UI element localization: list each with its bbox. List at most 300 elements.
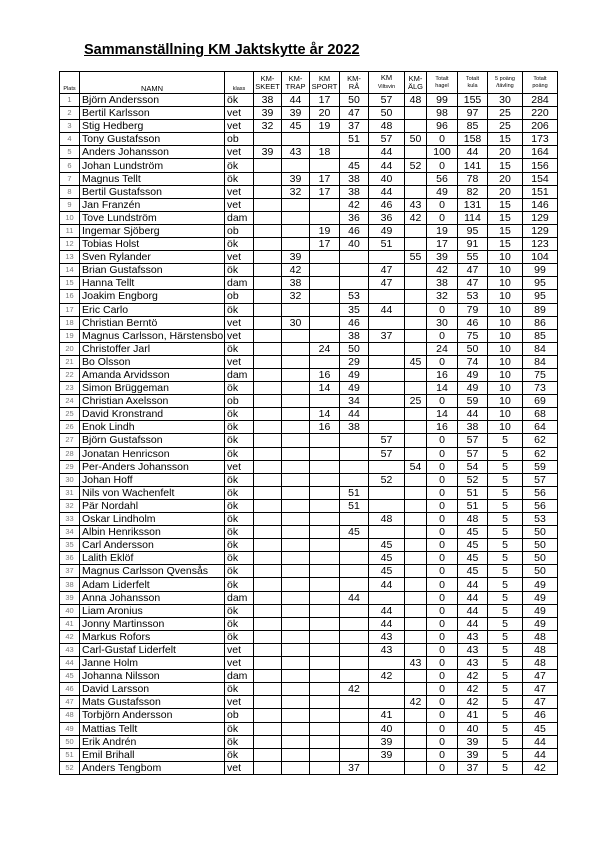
trap-cell: 30 — [282, 316, 310, 329]
sport-cell — [310, 735, 340, 748]
header-totalt-kula — [458, 72, 488, 94]
header-totalt-kula-line2: kula — [467, 82, 478, 89]
totalt-kula-cell: 44 — [458, 591, 488, 604]
totalt-poang-cell: 47 — [523, 696, 558, 709]
totalt-kula-cell: 54 — [458, 460, 488, 473]
totalt-poang-cell: 99 — [523, 264, 558, 277]
table-row — [60, 460, 558, 473]
totalt-poang-cell: 56 — [523, 486, 558, 499]
poang-tavling-cell: 10 — [488, 355, 523, 368]
name-cell: Eric Carlo — [80, 303, 225, 316]
trap-cell — [282, 368, 310, 381]
poang-tavling-cell: 10 — [488, 329, 523, 342]
totalt-kula-cell: 50 — [458, 342, 488, 355]
poang-tavling-cell: 10 — [488, 290, 523, 303]
totalt-hagel-cell: 0 — [427, 355, 458, 368]
skeet-cell — [254, 643, 282, 656]
poang-tavling-cell: 5 — [488, 473, 523, 486]
totalt-poang-cell: 68 — [523, 408, 558, 421]
placering-cell: 17 — [60, 303, 80, 316]
totalt-poang-cell: 85 — [523, 329, 558, 342]
header-alg — [405, 72, 427, 94]
viltsvin-cell: 44 — [369, 578, 405, 591]
totalt-poang-cell: 151 — [523, 185, 558, 198]
viltsvin-cell: 40 — [369, 722, 405, 735]
totalt-hagel-cell: 0 — [427, 657, 458, 670]
ra-cell: 38 — [340, 329, 369, 342]
placering-cell: 3 — [60, 120, 80, 133]
sport-cell — [310, 447, 340, 460]
alg-cell — [405, 709, 427, 722]
sport-cell: 18 — [310, 146, 340, 159]
klass-cell: vet — [225, 761, 254, 774]
table-row — [60, 486, 558, 499]
header-viltsvin-line1: KM — [380, 73, 393, 82]
viltsvin-cell — [369, 251, 405, 264]
ra-cell: 36 — [340, 211, 369, 224]
name-cell: Emil Brihall — [80, 748, 225, 761]
alg-cell — [405, 591, 427, 604]
poang-tavling-cell: 30 — [488, 94, 523, 107]
ra-cell: 37 — [340, 120, 369, 133]
header-viltsvin — [369, 72, 405, 94]
ra-cell — [340, 748, 369, 761]
placering-cell: 1 — [60, 94, 80, 107]
placering-cell: 37 — [60, 565, 80, 578]
alg-cell — [405, 643, 427, 656]
totalt-hagel-cell: 16 — [427, 368, 458, 381]
poang-tavling-cell: 10 — [488, 382, 523, 395]
sport-cell: 17 — [310, 94, 340, 107]
table-row — [60, 198, 558, 211]
alg-cell: 50 — [405, 133, 427, 146]
viltsvin-cell: 57 — [369, 434, 405, 447]
skeet-cell — [254, 565, 282, 578]
totalt-kula-cell: 114 — [458, 211, 488, 224]
totalt-kula-cell: 51 — [458, 499, 488, 512]
alg-cell: 43 — [405, 657, 427, 670]
totalt-poang-cell: 46 — [523, 709, 558, 722]
placering-cell: 26 — [60, 421, 80, 434]
totalt-hagel-cell: 0 — [427, 211, 458, 224]
skeet-cell — [254, 395, 282, 408]
totalt-poang-cell: 47 — [523, 670, 558, 683]
viltsvin-cell — [369, 408, 405, 421]
sport-cell — [310, 617, 340, 630]
totalt-poang-cell: 156 — [523, 159, 558, 172]
table-row — [60, 368, 558, 381]
totalt-kula-cell: 85 — [458, 120, 488, 133]
klass-cell: vet — [225, 696, 254, 709]
alg-cell — [405, 748, 427, 761]
alg-cell — [405, 552, 427, 565]
totalt-poang-cell: 164 — [523, 146, 558, 159]
table-row — [60, 761, 558, 774]
placering-cell: 46 — [60, 683, 80, 696]
trap-cell — [282, 591, 310, 604]
table-row — [60, 670, 558, 683]
alg-cell — [405, 238, 427, 251]
poang-tavling-cell: 10 — [488, 395, 523, 408]
placering-cell: 7 — [60, 172, 80, 185]
placering-cell: 31 — [60, 486, 80, 499]
alg-cell — [405, 565, 427, 578]
trap-cell — [282, 329, 310, 342]
name-cell: Markus Rofors — [80, 630, 225, 643]
viltsvin-cell: 49 — [369, 224, 405, 237]
sport-cell — [310, 316, 340, 329]
viltsvin-cell — [369, 526, 405, 539]
klass-cell: ob — [225, 224, 254, 237]
totalt-kula-cell: 39 — [458, 748, 488, 761]
totalt-kula-cell: 158 — [458, 133, 488, 146]
skeet-cell — [254, 526, 282, 539]
trap-cell — [282, 447, 310, 460]
skeet-cell — [254, 303, 282, 316]
ra-cell: 38 — [340, 421, 369, 434]
totalt-hagel-cell: 0 — [427, 159, 458, 172]
header-namn: NAMN — [80, 72, 225, 94]
placering-cell: 19 — [60, 329, 80, 342]
name-cell: Björn Andersson — [80, 94, 225, 107]
placering-cell: 36 — [60, 552, 80, 565]
klass-cell: ök — [225, 94, 254, 107]
placering-cell: 44 — [60, 657, 80, 670]
ra-cell — [340, 670, 369, 683]
klass-cell: ök — [225, 539, 254, 552]
name-cell: Joakim Engborg — [80, 290, 225, 303]
sport-cell — [310, 486, 340, 499]
placering-cell: 47 — [60, 696, 80, 709]
header-alg-line1: KM- — [408, 73, 423, 83]
totalt-hagel-cell: 96 — [427, 120, 458, 133]
totalt-poang-cell: 95 — [523, 290, 558, 303]
trap-cell — [282, 630, 310, 643]
alg-cell — [405, 513, 427, 526]
totalt-poang-cell: 49 — [523, 617, 558, 630]
totalt-poang-cell: 284 — [523, 94, 558, 107]
header-totalt-poang-line1: Totalt — [533, 75, 547, 82]
poang-tavling-cell: 5 — [488, 709, 523, 722]
ra-cell: 45 — [340, 526, 369, 539]
poang-tavling-cell: 5 — [488, 735, 523, 748]
poang-tavling-cell: 5 — [488, 526, 523, 539]
totalt-poang-cell: 45 — [523, 722, 558, 735]
klass-cell: ob — [225, 395, 254, 408]
trap-cell — [282, 617, 310, 630]
placering-cell: 50 — [60, 735, 80, 748]
totalt-hagel-cell: 0 — [427, 630, 458, 643]
viltsvin-cell: 39 — [369, 735, 405, 748]
skeet-cell — [254, 657, 282, 670]
poang-tavling-cell: 5 — [488, 591, 523, 604]
totalt-kula-cell: 40 — [458, 722, 488, 735]
totalt-hagel-cell: 0 — [427, 578, 458, 591]
alg-cell — [405, 473, 427, 486]
name-cell: Sven Rylander — [80, 251, 225, 264]
placering-cell: 29 — [60, 460, 80, 473]
totalt-kula-cell: 44 — [458, 578, 488, 591]
skeet-cell — [254, 290, 282, 303]
totalt-hagel-cell: 17 — [427, 238, 458, 251]
totalt-hagel-cell: 0 — [427, 722, 458, 735]
klass-cell: vet — [225, 329, 254, 342]
placering-cell: 33 — [60, 513, 80, 526]
totalt-hagel-cell: 0 — [427, 617, 458, 630]
alg-cell: 54 — [405, 460, 427, 473]
alg-cell — [405, 120, 427, 133]
totalt-hagel-cell: 0 — [427, 643, 458, 656]
header-sport-line2: SPORT — [311, 81, 338, 91]
viltsvin-cell — [369, 657, 405, 670]
ra-cell — [340, 146, 369, 159]
totalt-kula-cell: 42 — [458, 670, 488, 683]
poang-tavling-cell: 5 — [488, 565, 523, 578]
sport-cell — [310, 159, 340, 172]
ra-cell: 50 — [340, 94, 369, 107]
skeet-cell — [254, 696, 282, 709]
totalt-poang-cell: 50 — [523, 552, 558, 565]
sport-cell — [310, 434, 340, 447]
viltsvin-cell — [369, 355, 405, 368]
skeet-cell — [254, 513, 282, 526]
trap-cell — [282, 238, 310, 251]
totalt-poang-cell: 57 — [523, 473, 558, 486]
trap-cell: 32 — [282, 185, 310, 198]
totalt-poang-cell: 86 — [523, 316, 558, 329]
totalt-poang-cell: 50 — [523, 565, 558, 578]
totalt-hagel-cell: 24 — [427, 342, 458, 355]
poang-tavling-cell: 10 — [488, 368, 523, 381]
placering-cell: 18 — [60, 316, 80, 329]
name-cell: Amanda Arvidsson — [80, 368, 225, 381]
ra-cell — [340, 447, 369, 460]
alg-cell — [405, 277, 427, 290]
alg-cell — [405, 604, 427, 617]
trap-cell: 45 — [282, 120, 310, 133]
ra-cell: 34 — [340, 395, 369, 408]
klass-cell: ök — [225, 683, 254, 696]
totalt-hagel-cell: 0 — [427, 395, 458, 408]
skeet-cell — [254, 683, 282, 696]
klass-cell: ök — [225, 473, 254, 486]
name-cell: Anna Johansson — [80, 591, 225, 604]
viltsvin-cell: 45 — [369, 539, 405, 552]
alg-cell — [405, 172, 427, 185]
table-row — [60, 303, 558, 316]
poang-tavling-cell: 10 — [488, 303, 523, 316]
viltsvin-cell — [369, 290, 405, 303]
ra-cell: 38 — [340, 185, 369, 198]
klass-cell: ob — [225, 709, 254, 722]
totalt-hagel-cell: 0 — [427, 526, 458, 539]
name-cell: Christian Berntö — [80, 316, 225, 329]
totalt-poang-cell: 64 — [523, 421, 558, 434]
ra-cell — [340, 434, 369, 447]
skeet-cell — [254, 578, 282, 591]
name-cell: Christian Axelsson — [80, 395, 225, 408]
skeet-cell — [254, 159, 282, 172]
name-cell: Stig Hedberg — [80, 120, 225, 133]
totalt-hagel-cell: 0 — [427, 329, 458, 342]
skeet-cell — [254, 539, 282, 552]
trap-cell — [282, 408, 310, 421]
ra-cell: 46 — [340, 316, 369, 329]
name-cell: Bertil Karlsson — [80, 107, 225, 120]
totalt-kula-cell: 57 — [458, 434, 488, 447]
ra-cell: 51 — [340, 499, 369, 512]
skeet-cell — [254, 735, 282, 748]
viltsvin-cell — [369, 591, 405, 604]
placering-cell: 2 — [60, 107, 80, 120]
alg-cell — [405, 146, 427, 159]
totalt-kula-cell: 74 — [458, 355, 488, 368]
alg-cell — [405, 290, 427, 303]
totalt-kula-cell: 43 — [458, 657, 488, 670]
viltsvin-cell — [369, 382, 405, 395]
alg-cell — [405, 630, 427, 643]
klass-cell: vet — [225, 198, 254, 211]
name-cell: Bertil Gustafsson — [80, 185, 225, 198]
poang-tavling-cell: 5 — [488, 499, 523, 512]
totalt-hagel-cell: 0 — [427, 735, 458, 748]
totalt-kula-cell: 38 — [458, 421, 488, 434]
poang-tavling-cell: 25 — [488, 107, 523, 120]
totalt-kula-cell: 45 — [458, 539, 488, 552]
klass-cell: vet — [225, 146, 254, 159]
totalt-kula-cell: 47 — [458, 264, 488, 277]
poang-tavling-cell: 5 — [488, 513, 523, 526]
alg-cell: 55 — [405, 251, 427, 264]
skeet-cell: 39 — [254, 107, 282, 120]
placering-cell: 8 — [60, 185, 80, 198]
viltsvin-cell — [369, 316, 405, 329]
totalt-kula-cell: 44 — [458, 604, 488, 617]
skeet-cell — [254, 670, 282, 683]
totalt-kula-cell: 141 — [458, 159, 488, 172]
skeet-cell — [254, 552, 282, 565]
poang-tavling-cell: 10 — [488, 342, 523, 355]
alg-cell — [405, 683, 427, 696]
name-cell: Torbjörn Andersson — [80, 709, 225, 722]
name-cell: Magnus Tellt — [80, 172, 225, 185]
ra-cell: 49 — [340, 382, 369, 395]
name-cell: Jonny Martinsson — [80, 617, 225, 630]
totalt-kula-cell: 44 — [458, 146, 488, 159]
totalt-hagel-cell: 0 — [427, 683, 458, 696]
table-row — [60, 264, 558, 277]
table-row — [60, 251, 558, 264]
sport-cell: 19 — [310, 224, 340, 237]
skeet-cell — [254, 499, 282, 512]
totalt-hagel-cell: 0 — [427, 539, 458, 552]
skeet-cell — [254, 604, 282, 617]
table-row — [60, 120, 558, 133]
viltsvin-cell: 39 — [369, 748, 405, 761]
alg-cell — [405, 526, 427, 539]
totalt-hagel-cell: 0 — [427, 552, 458, 565]
placering-cell: 43 — [60, 643, 80, 656]
totalt-kula-cell: 78 — [458, 172, 488, 185]
placering-cell: 14 — [60, 264, 80, 277]
trap-cell: 39 — [282, 107, 310, 120]
sport-cell — [310, 277, 340, 290]
totalt-hagel-cell: 14 — [427, 408, 458, 421]
alg-cell: 42 — [405, 211, 427, 224]
alg-cell: 42 — [405, 696, 427, 709]
trap-cell — [282, 604, 310, 617]
totalt-kula-cell: 49 — [458, 368, 488, 381]
poang-tavling-cell: 5 — [488, 552, 523, 565]
ra-cell — [340, 735, 369, 748]
trap-cell — [282, 552, 310, 565]
totalt-poang-cell: 59 — [523, 460, 558, 473]
trap-cell — [282, 133, 310, 146]
placering-cell: 21 — [60, 355, 80, 368]
totalt-kula-cell: 79 — [458, 303, 488, 316]
alg-cell — [405, 499, 427, 512]
totalt-hagel-cell: 0 — [427, 486, 458, 499]
alg-cell — [405, 421, 427, 434]
skeet-cell — [254, 316, 282, 329]
name-cell: Brian Gustafsson — [80, 264, 225, 277]
placering-cell: 25 — [60, 408, 80, 421]
table-row — [60, 382, 558, 395]
totalt-hagel-cell: 0 — [427, 303, 458, 316]
ra-cell — [340, 643, 369, 656]
header-alg-line2: ÄLG — [407, 81, 423, 91]
trap-cell — [282, 211, 310, 224]
trap-cell: 39 — [282, 251, 310, 264]
name-cell: Jonatan Henricson — [80, 447, 225, 460]
viltsvin-cell: 44 — [369, 617, 405, 630]
skeet-cell — [254, 211, 282, 224]
sport-cell: 19 — [310, 120, 340, 133]
poang-tavling-cell: 5 — [488, 683, 523, 696]
viltsvin-cell — [369, 486, 405, 499]
poang-tavling-cell: 15 — [488, 133, 523, 146]
totalt-hagel-cell: 0 — [427, 696, 458, 709]
placering-cell: 20 — [60, 342, 80, 355]
placering-cell: 42 — [60, 630, 80, 643]
skeet-cell: 39 — [254, 146, 282, 159]
name-cell: Pär Nordahl — [80, 499, 225, 512]
header-ra — [340, 72, 369, 94]
alg-cell — [405, 107, 427, 120]
sport-cell — [310, 539, 340, 552]
sport-cell — [310, 198, 340, 211]
placering-cell: 32 — [60, 499, 80, 512]
trap-cell — [282, 421, 310, 434]
poang-tavling-cell: 20 — [488, 146, 523, 159]
sport-cell — [310, 709, 340, 722]
name-cell: Ingemar Sjöberg — [80, 224, 225, 237]
alg-cell: 25 — [405, 395, 427, 408]
trap-cell — [282, 539, 310, 552]
placering-cell: 40 — [60, 604, 80, 617]
sport-cell — [310, 251, 340, 264]
poang-tavling-cell: 5 — [488, 722, 523, 735]
skeet-cell — [254, 486, 282, 499]
header-skeet-line2: SKEET — [255, 81, 280, 91]
trap-cell: 32 — [282, 290, 310, 303]
placering-cell: 27 — [60, 434, 80, 447]
klass-cell: ök — [225, 617, 254, 630]
table-row — [60, 630, 558, 643]
poang-tavling-cell: 5 — [488, 486, 523, 499]
table-row — [60, 94, 558, 107]
sport-cell: 17 — [310, 185, 340, 198]
